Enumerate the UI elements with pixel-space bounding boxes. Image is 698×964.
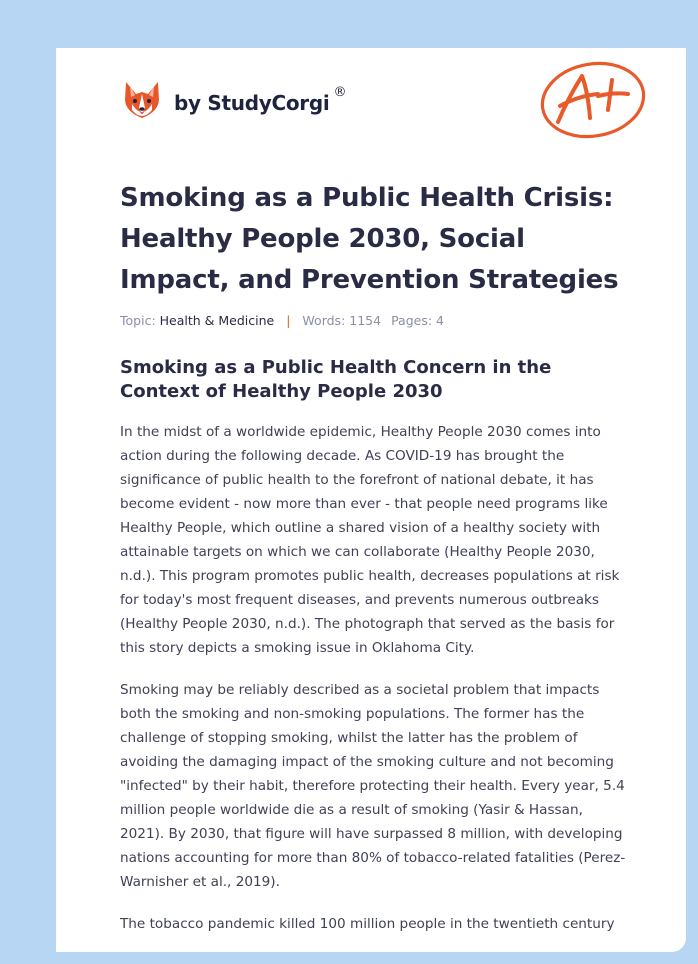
paragraph: The tobacco pandemic killed 100 million people in the twentieth century [120,916,615,932]
section-heading: Smoking as a Public Health Concern in the Context of Healthy People 2030 [120,357,552,402]
studycorgi-logo[interactable] [122,78,346,122]
page-title: Smoking as a Public Health Crisis: Healthy People 2030, Social Impact, and Prevention Strategies [120,183,619,295]
document-card [56,48,686,952]
article-content [120,178,630,936]
pages-label: Pages: [391,313,433,328]
topic-link[interactable]: Health & Medicine [159,313,275,328]
paragraph: Smoking may be reliably described as a societal problem that impacts both the smoking and non-smoking populations. The former has the challenge of stopping smoking, whilst the latter has the problem of avoiding the damaging impact of the smoking culture and not becoming "infected" by their habit, therefore protecting their health. Every year, 5.4 million people worldwide die as a result of smoking (Yasir & Hassan, 2021). By 2030, that figure will have surpassed 8 million, with developing nations accounting for more than 80% of tobacco-related fatalities (Perez-Warnisher et al., 2019). [120,682,626,890]
brand-name: by StudyCorgi ® [174,85,347,115]
words-count: 1154 [349,313,382,328]
corgi-icon [122,78,162,122]
a-plus-grade-icon [538,58,650,140]
pages-count: 4 [436,313,444,328]
topic-label: Topic: [120,313,156,328]
meta-separator: | [286,313,291,328]
words-label: Words: [302,313,346,328]
article-meta [120,313,630,328]
registered-mark: ® [333,85,347,100]
paragraph: In the midst of a worldwide epidemic, Healthy People 2030 comes into action during the following decade. As COVID-19 has brought the significance of public health to the forefront of national debate, it has become evident - now more than ever - that people need programs like Healthy People, which outline a shared vision of a healthy society with attainable targets on which we can collaborate (Healthy People 2030, n.d.). This program promotes public health, decreases populations at risk for today's most frequent diseases, and prevents numerous outbreaks (Healthy People 2030, n.d.). The photograph that served as the basis for this story depicts a smoking issue in Oklahoma City. [120,424,620,656]
